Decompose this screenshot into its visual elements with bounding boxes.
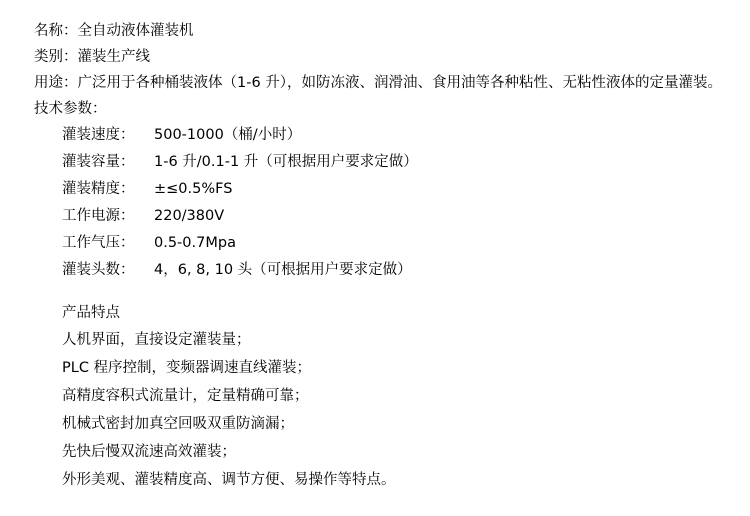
spec-label: 工作气压：	[62, 235, 135, 251]
spec-heading: 技术参数：	[34, 101, 107, 117]
spec-value: ±≤0.5%FS	[154, 181, 233, 197]
feature-item: 高精度容积式流量计，定量精确可靠；	[62, 388, 309, 404]
feature-item: 机械式密封加真空回吸双重防滴漏；	[62, 416, 294, 432]
spec-value: 4，6, 8, 10 头（可根据用户要求定做）	[154, 262, 412, 278]
field-usage-row	[34, 70, 734, 96]
spec-value: 0.5-0.7Mpa	[154, 235, 236, 251]
feature-item: 外形美观、灌装精度高、调节方便、易操作等特点。	[62, 472, 396, 488]
section-spacer	[34, 284, 750, 300]
field-name-label: 名称：	[34, 23, 78, 39]
spec-label: 灌装头数：	[62, 262, 135, 278]
spec-label: 灌装容量：	[62, 154, 135, 170]
feature-item: PLC 程序控制，变频器调速直线灌装；	[62, 360, 312, 376]
spec-row	[34, 203, 750, 230]
features-heading: 产品特点	[62, 305, 120, 321]
feature-item: 先快后慢双流速高效灌装；	[62, 444, 236, 460]
spec-row	[34, 149, 750, 176]
spec-row	[34, 230, 750, 257]
field-name-value: 全自动液体灌装机	[77, 23, 194, 39]
field-usage-value: 广泛用于各种桶装液体（1-6 升），如防冻液、润滑油、食用油等各种粘性、无粘性液体的定量灌装。	[77, 75, 723, 91]
field-name-row	[34, 18, 750, 44]
spec-label: 工作电源：	[62, 208, 135, 224]
field-category-label: 类别：	[34, 49, 78, 65]
spec-row	[34, 257, 750, 284]
spec-row	[34, 176, 750, 203]
spec-value: 500-1000（桶/小时）	[154, 127, 302, 143]
spec-value: 220/380V	[154, 208, 225, 224]
spec-row	[34, 122, 750, 149]
feature-item: 人机界面，直接设定灌装量；	[62, 332, 251, 348]
spec-value: 1-6 升/0.1-1 升（可根据用户要求定做）	[154, 154, 418, 170]
field-category-value: 灌装生产线	[77, 49, 150, 65]
field-usage-label: 用途：	[34, 75, 78, 91]
field-category-row	[34, 44, 750, 70]
spec-label: 灌装速度：	[62, 127, 135, 143]
spec-label: 灌装精度：	[62, 181, 135, 197]
